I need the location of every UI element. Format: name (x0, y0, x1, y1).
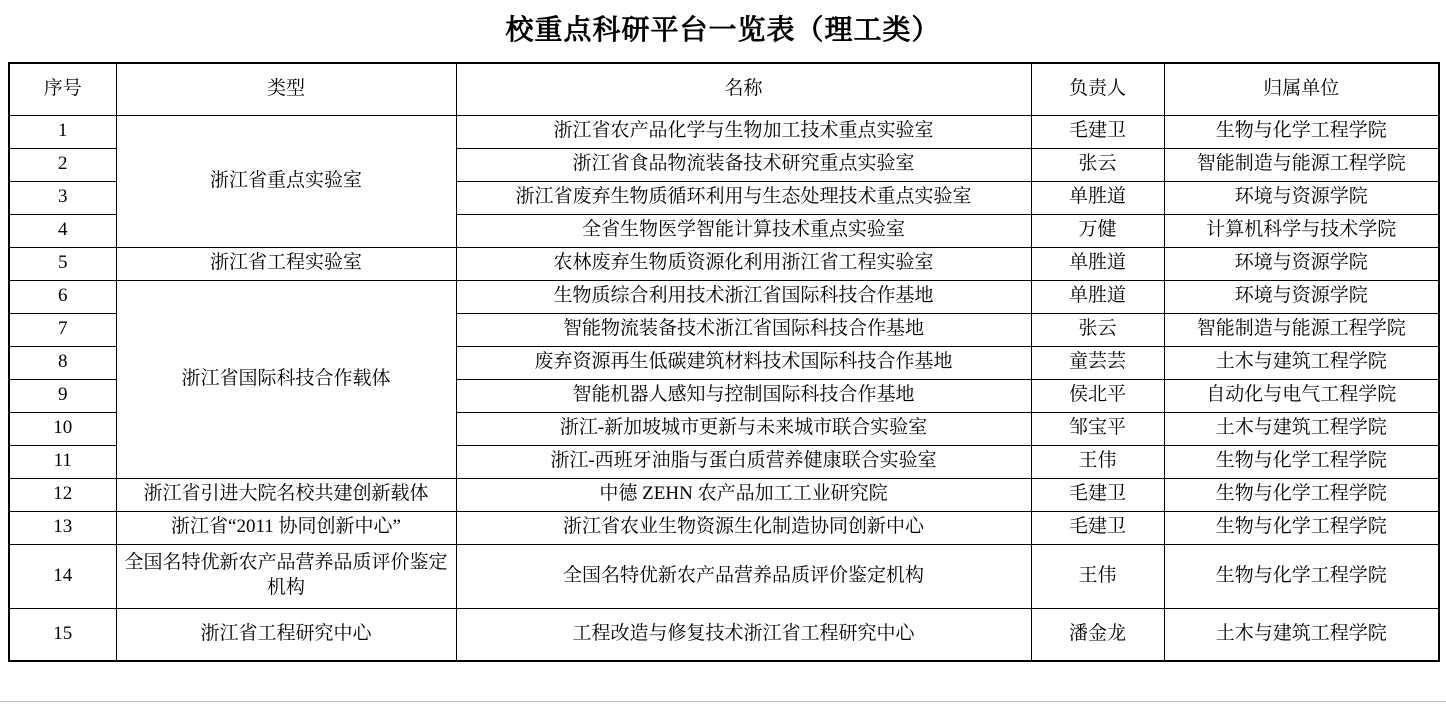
cell-name: 浙江省农业生物资源生化制造协同创新中心 (456, 511, 1031, 544)
cell-leader: 毛建卫 (1031, 511, 1164, 544)
cell-name: 农林废弃生物质资源化利用浙江省工程实验室 (456, 247, 1031, 280)
cell-no: 3 (9, 181, 116, 214)
column-header-unit: 归属单位 (1164, 63, 1439, 115)
cell-no: 5 (9, 247, 116, 280)
cell-unit: 生物与化学工程学院 (1164, 511, 1439, 544)
cell-unit: 环境与资源学院 (1164, 247, 1439, 280)
cell-leader: 潘金龙 (1031, 608, 1164, 661)
header-row (9, 63, 1439, 115)
cell-name: 浙江-西班牙油脂与蛋白质营养健康联合实验室 (456, 445, 1031, 478)
cell-unit: 生物与化学工程学院 (1164, 544, 1439, 608)
cell-name: 中德 ZEHN 农产品加工工业研究院 (456, 478, 1031, 511)
cell-name: 工程改造与修复技术浙江省工程研究中心 (456, 608, 1031, 661)
column-header-no: 序号 (9, 63, 116, 115)
cell-no: 6 (9, 280, 116, 313)
table-row (9, 511, 1439, 544)
cell-unit: 自动化与电气工程学院 (1164, 379, 1439, 412)
cell-no: 7 (9, 313, 116, 346)
table-header (9, 63, 1439, 115)
cell-no: 8 (9, 346, 116, 379)
cell-unit: 生物与化学工程学院 (1164, 115, 1439, 148)
cell-no: 14 (9, 544, 116, 608)
table-row (9, 608, 1439, 661)
cell-no: 9 (9, 379, 116, 412)
cell-unit: 环境与资源学院 (1164, 280, 1439, 313)
cell-leader: 单胜道 (1031, 181, 1164, 214)
cell-no: 10 (9, 412, 116, 445)
column-header-type: 类型 (116, 63, 456, 115)
cell-leader: 童芸芸 (1031, 346, 1164, 379)
page-title: 校重点科研平台一览表（理工类） (505, 15, 941, 46)
cell-unit: 土木与建筑工程学院 (1164, 346, 1439, 379)
cell-no: 15 (9, 608, 116, 661)
column-header-name: 名称 (456, 63, 1031, 115)
cell-name: 浙江省食品物流装备技术研究重点实验室 (456, 148, 1031, 181)
cell-leader: 侯北平 (1031, 379, 1164, 412)
cell-unit: 土木与建筑工程学院 (1164, 608, 1439, 661)
column-header-leader: 负责人 (1031, 63, 1164, 115)
cell-unit: 计算机科学与技术学院 (1164, 214, 1439, 247)
table-row (9, 544, 1439, 608)
cell-unit: 智能制造与能源工程学院 (1164, 313, 1439, 346)
cell-leader: 万健 (1031, 214, 1164, 247)
cell-leader: 王伟 (1031, 544, 1164, 608)
cell-leader: 张云 (1031, 148, 1164, 181)
table-row (9, 280, 1439, 313)
cell-leader: 毛建卫 (1031, 115, 1164, 148)
cell-no: 11 (9, 445, 116, 478)
cell-leader: 毛建卫 (1031, 478, 1164, 511)
cell-name: 全省生物医学智能计算技术重点实验室 (456, 214, 1031, 247)
cell-leader: 邹宝平 (1031, 412, 1164, 445)
cell-name: 废弃资源再生低碳建筑材料技术国际科技合作基地 (456, 346, 1031, 379)
cell-name: 浙江省废弃生物质循环利用与生态处理技术重点实验室 (456, 181, 1031, 214)
cell-no: 4 (9, 214, 116, 247)
bottom-divider (0, 701, 1446, 702)
cell-type: 全国名特优新农产品营养品质评价鉴定机构 (116, 544, 456, 608)
cell-unit: 智能制造与能源工程学院 (1164, 148, 1439, 181)
cell-name: 智能物流装备技术浙江省国际科技合作基地 (456, 313, 1031, 346)
cell-no: 12 (9, 478, 116, 511)
cell-unit: 土木与建筑工程学院 (1164, 412, 1439, 445)
cell-type: 浙江省国际科技合作载体 (116, 280, 456, 478)
cell-name: 生物质综合利用技术浙江省国际科技合作基地 (456, 280, 1031, 313)
cell-unit: 生物与化学工程学院 (1164, 478, 1439, 511)
cell-unit: 环境与资源学院 (1164, 181, 1439, 214)
cell-type: 浙江省引进大院名校共建创新载体 (116, 478, 456, 511)
cell-leader: 单胜道 (1031, 280, 1164, 313)
research-platforms-table (8, 62, 1440, 662)
table-row (9, 247, 1439, 280)
cell-name: 智能机器人感知与控制国际科技合作基地 (456, 379, 1031, 412)
cell-leader: 单胜道 (1031, 247, 1164, 280)
cell-type: 浙江省工程研究中心 (116, 608, 456, 661)
cell-type: 浙江省工程实验室 (116, 247, 456, 280)
cell-name: 浙江省农产品化学与生物加工技术重点实验室 (456, 115, 1031, 148)
cell-type: 浙江省重点实验室 (116, 115, 456, 247)
cell-no: 2 (9, 148, 116, 181)
cell-leader: 张云 (1031, 313, 1164, 346)
cell-name: 浙江-新加坡城市更新与未来城市联合实验室 (456, 412, 1031, 445)
cell-no: 1 (9, 115, 116, 148)
cell-no: 13 (9, 511, 116, 544)
table-row (9, 115, 1439, 148)
cell-name: 全国名特优新农产品营养品质评价鉴定机构 (456, 544, 1031, 608)
table-row (9, 478, 1439, 511)
table-body (9, 115, 1439, 661)
cell-unit: 生物与化学工程学院 (1164, 445, 1439, 478)
cell-type: 浙江省“2011 协同创新中心” (116, 511, 456, 544)
cell-leader: 王伟 (1031, 445, 1164, 478)
